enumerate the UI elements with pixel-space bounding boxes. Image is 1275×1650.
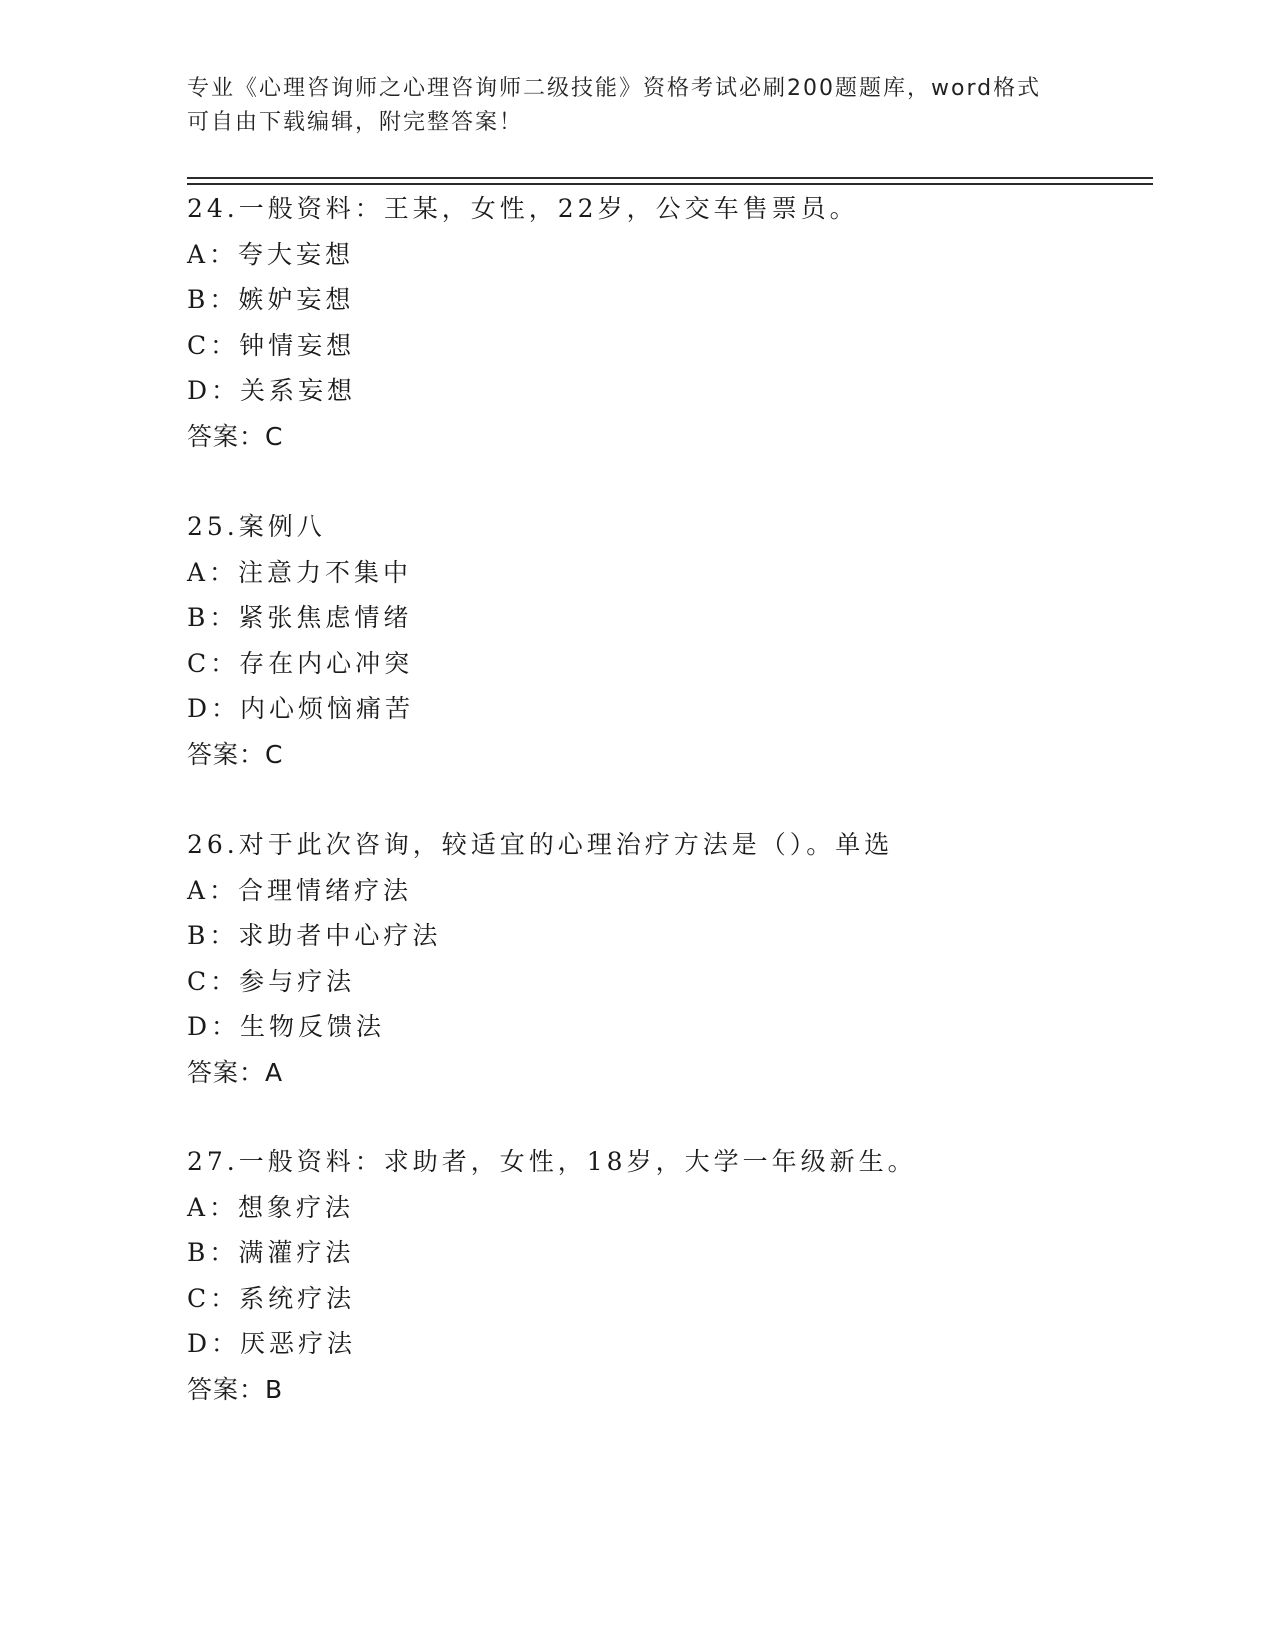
question-24 xyxy=(187,186,1147,459)
answer-line: 答案：A xyxy=(187,1057,284,1087)
option-d: D：生物反馈法 xyxy=(187,1012,386,1041)
option-d: D：内心烦恼痛苦 xyxy=(187,694,415,723)
question-25 xyxy=(187,504,1147,777)
option-d: D：厌恶疗法 xyxy=(187,1329,357,1358)
option-a: A：合理情绪疗法 xyxy=(187,875,413,905)
option-a: A：注意力不集中 xyxy=(187,557,413,587)
question-stem: 24.一般资料：王某，女性，22岁，公交车售票员。 xyxy=(187,194,859,223)
option-c: C：存在内心冲突 xyxy=(187,648,414,678)
question-26 xyxy=(187,822,1147,1095)
option-b: B：嫉妒妄想 xyxy=(187,285,355,314)
option-c: C：钟情妄想 xyxy=(187,330,356,360)
option-c: C：系统疗法 xyxy=(187,1283,356,1313)
question-stem: 27.一般资料：求助者，女性，18岁，大学一年级新生。 xyxy=(187,1147,917,1176)
header-title-line-1: 专业《心理咨询师之心理咨询师二级技能》资格考试必刷200题题库，word格式 xyxy=(187,76,1042,101)
header-divider-top xyxy=(187,177,1153,179)
question-stem: 26.对于此次咨询，较适宜的心理治疗方法是（）。单选 xyxy=(187,830,894,859)
header-divider-bottom xyxy=(187,183,1153,185)
answer-line: 答案：B xyxy=(187,1374,284,1404)
header-title-line-2: 可自由下载编辑，附完整答案！ xyxy=(187,110,524,135)
option-d: D：关系妄想 xyxy=(187,376,357,405)
option-c: C：参与疗法 xyxy=(187,966,356,996)
question-27 xyxy=(187,1139,1147,1412)
option-b: B：紧张焦虑情绪 xyxy=(187,603,413,632)
option-b: B：求助者中心疗法 xyxy=(187,921,442,950)
answer-line: 答案：C xyxy=(187,739,284,769)
answer-line: 答案：C xyxy=(187,421,284,451)
option-a: A：夸大妄想 xyxy=(187,239,355,269)
option-a: A：想象疗法 xyxy=(187,1192,355,1222)
document-header xyxy=(187,72,1087,140)
option-b: B：满灌疗法 xyxy=(187,1238,355,1267)
question-stem: 25.案例八 xyxy=(187,512,326,541)
